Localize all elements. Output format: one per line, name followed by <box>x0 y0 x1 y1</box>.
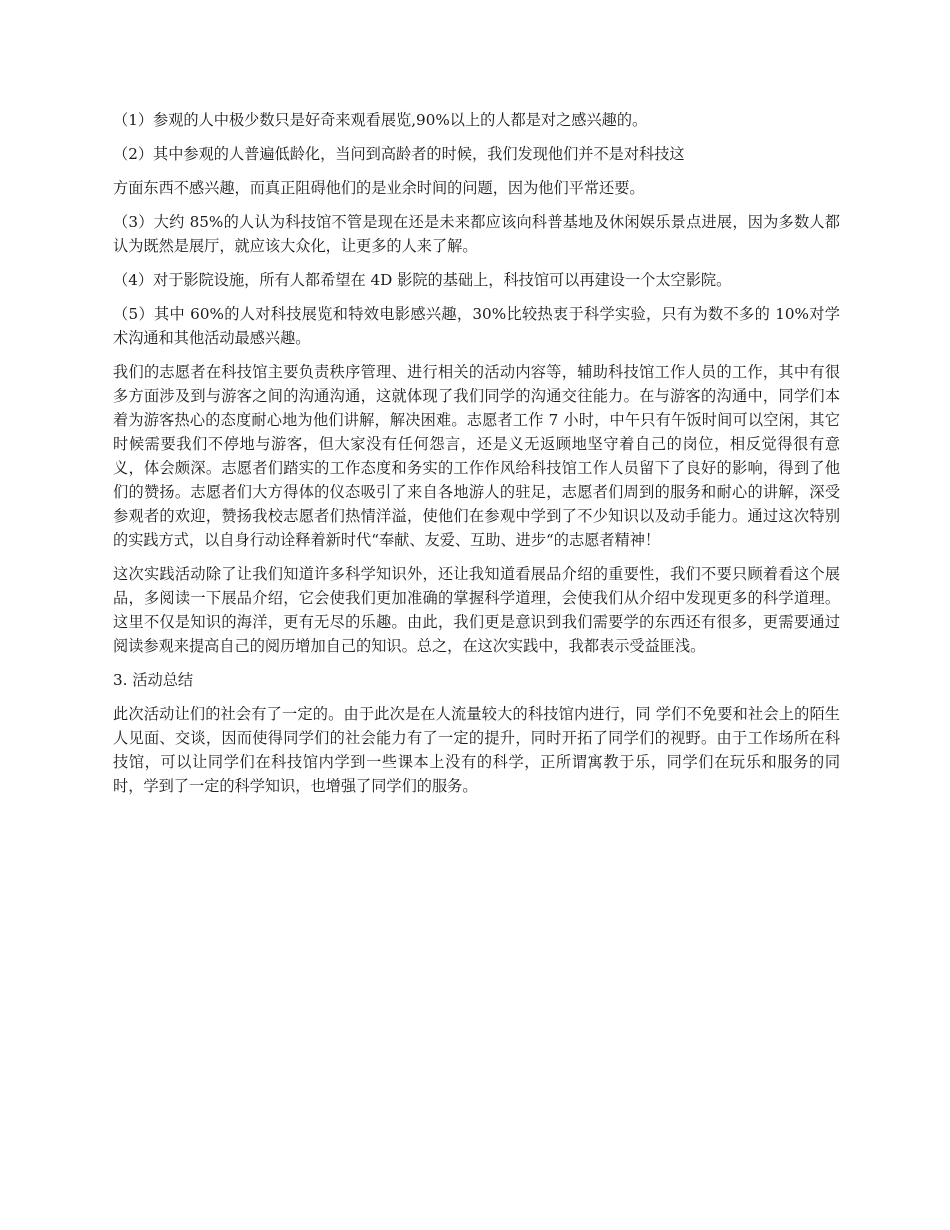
survey-finding-2-line-2: 方面东西不感兴趣，而真正阻碍他们的是业余时间的问题，因为他们平常还要。 <box>113 179 645 197</box>
survey-finding-2-line-1: （2）其中参观的人普遍低龄化，当问到高龄者的时候，我们发现他们并不是对科技这 <box>113 145 685 163</box>
section-heading: 3. 活动总结 <box>113 671 194 689</box>
survey-finding-4: （4）对于影院设施，所有人都希望在 4D 影院的基础上，科技馆可以再建设一个太空影院。 <box>113 271 732 289</box>
summary-paragraph: 此次活动让们的社会有了一定的。由于此次是在人流量较大的科技馆内进行，同 学们不免要和社会上的陌生人见面、交谈，因而使得同学们的社会能力有了一定的提升，同时开拓了同学们的视野。由于工作场所在科技馆，可以让同学们在科技馆内学到一些课本上没有的科学，正所谓寓教于乐，同学们在玩乐和服务的同时，学到了一定的科学知识，也增强了同学们的服务。 <box>113 705 840 795</box>
survey-finding-5: （5）其中 60%的人对科技展览和特效电影感兴趣，30%比较热衷于科学实验，只有为数不多的 10%对学术沟通和其他活动最感兴趣。 <box>113 305 840 347</box>
document-body <box>113 108 840 808</box>
survey-finding-1: （1）参观的人中极少数只是好奇来观看展览,90%以上的人都是对之感兴趣的。 <box>113 111 648 129</box>
survey-finding-3: （3）大约 85%的人认为科技馆不管是现在还是未来都应该向科普基地及休闲娱乐景点进展，因为多数人都认为既然是展厅，就应该大众化，让更多的人来了解。 <box>113 213 840 255</box>
volunteer-paragraph: 我们的志愿者在科技馆主要负责秩序管理、进行相关的活动内容等，辅助科技馆工作人员的工作，其中有很多方面涉及到与游客之间的沟通沟通，这就体现了我们同学的沟通交往能力。在与游客的沟通中，同学们本着为游客热心的态度耐心地为他们讲解，解决困难。志愿者工作 7 小时，中午只有午饭时间可以空闲，其它时候需要我们不停地与游客，但大家没有任何怨言，还是义无返顾地坚守着自己的岗位，相反觉得很有意义，体会颇深。志愿者们踏实的工作态度和务实的工作作风给科技馆工作人员留下了良好的影响，得到了他们的赞扬。志愿者们大方得体的仪态吸引了来自各地游人的驻足，志愿者们周到的服务和耐心的讲解，深受参观者的欢迎，赞扬我校志愿者们热情洋溢，使他们在参观中学到了不少知识以及动手能力。通过这次特别的实践方式，以自身行动诠释着新时代“奉献、友爱、互助、进步“的志愿者精神！ <box>113 363 840 549</box>
practice-reflection-paragraph: 这次实践活动除了让我们知道许多科学知识外，还让我知道看展品介绍的重要性，我们不要只顾着看这个展品，多阅读一下展品介绍，它会使我们更加准确的掌握科学道理，会使我们从介绍中发现更多的科学道理。这里不仅是知识的海洋，更有无尽的乐趣。由此，我们更是意识到我们需要学的东西还有很多，更需要通过阅读参观来提高自己的阅历增加自己的知识。总之，在这次实践中，我都表示受益匪浅。 <box>113 565 840 655</box>
